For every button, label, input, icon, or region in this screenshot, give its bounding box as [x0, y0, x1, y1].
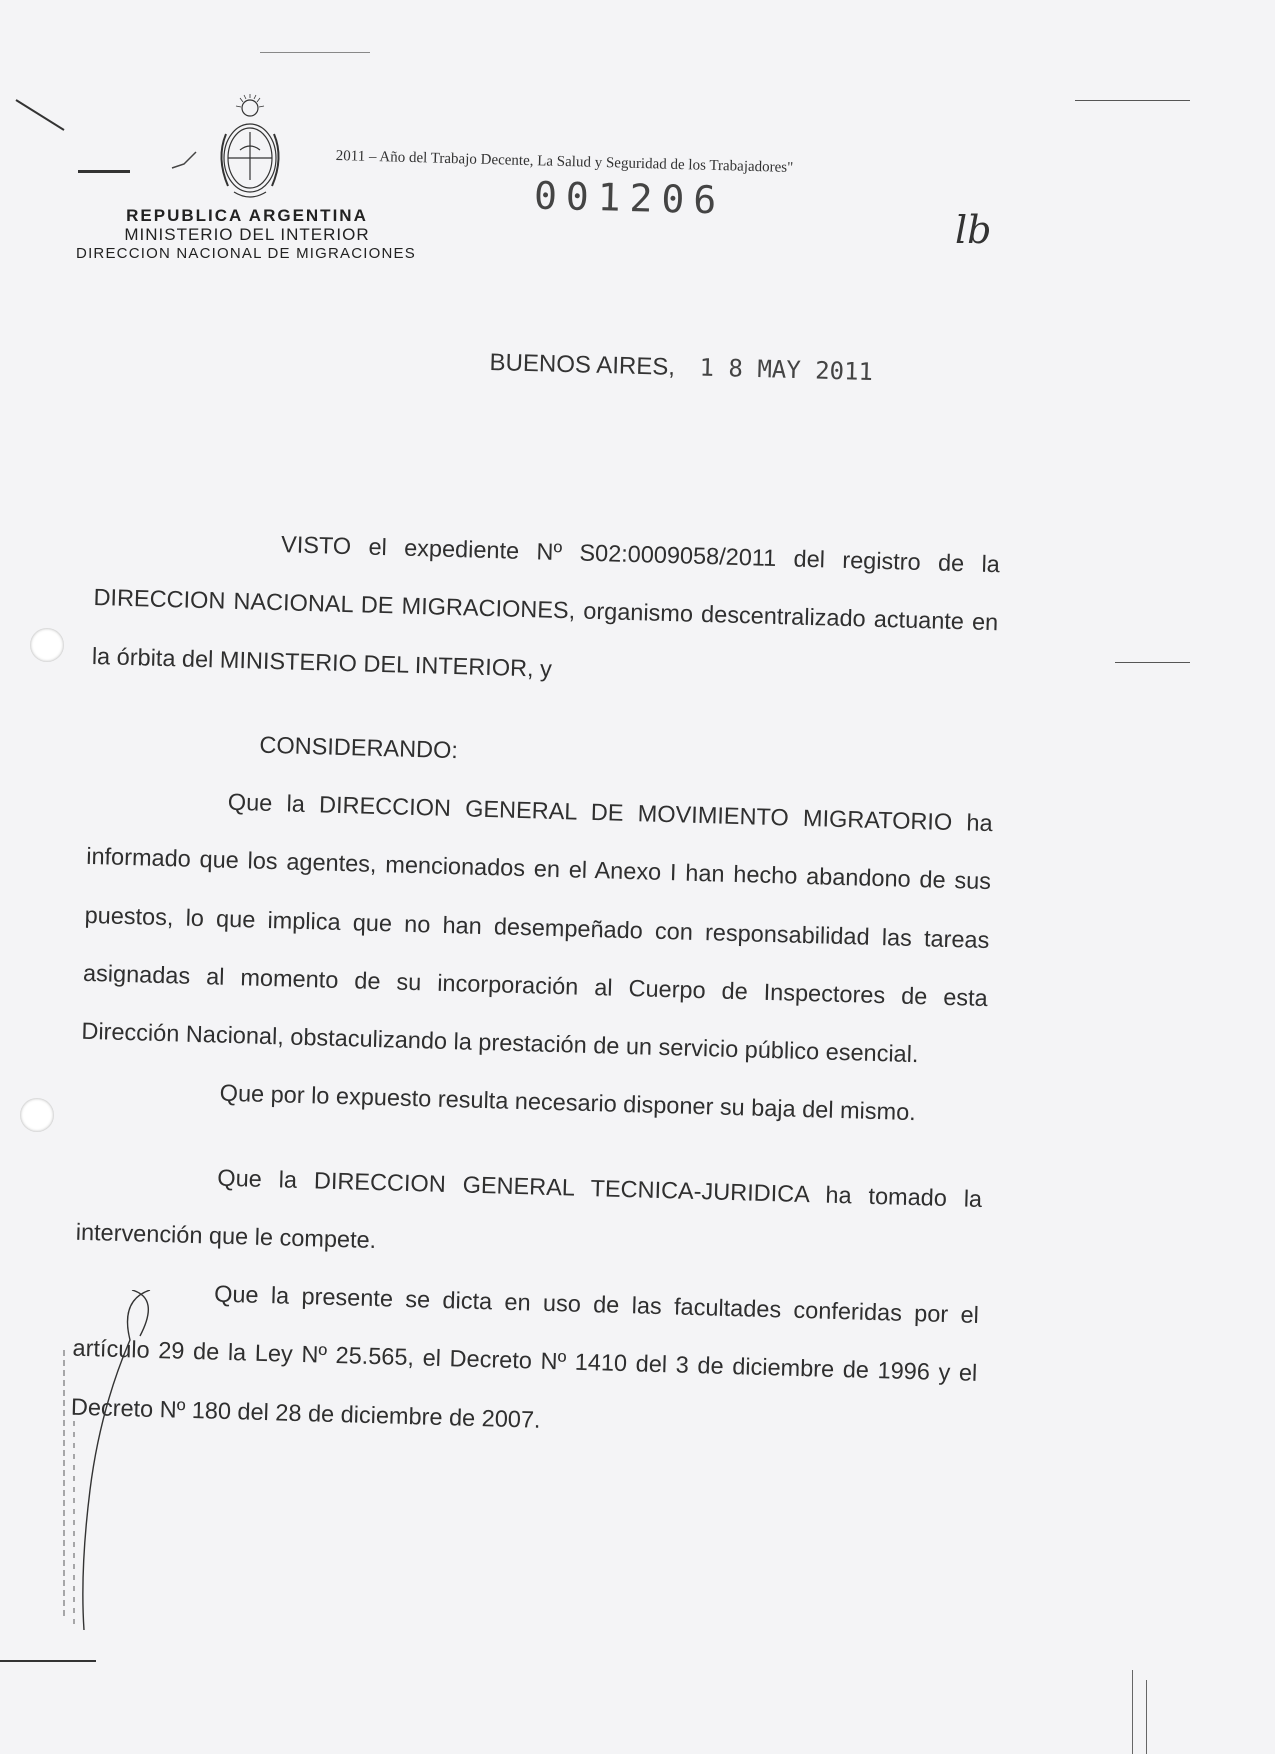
scan-line	[1146, 1680, 1147, 1754]
resolution-number: 001206	[533, 173, 726, 223]
visto-paragraph: VISTO el expediente Nº S02:0009058/2011 del registro de la DIRECCION NACIONAL DE MIGRACIONES, organismo descentralizado actuante en la órbita del MINISTERIO DEL INTERIOR, y	[91, 531, 1001, 682]
scan-line	[1115, 662, 1190, 663]
org-line-country: REPUBLICA ARGENTINA	[126, 206, 368, 225]
date-stamp: 1 8 MAY 2011	[699, 353, 874, 387]
date-line	[489, 348, 873, 387]
scan-line	[1075, 100, 1190, 101]
considerando-paragraph-1: Que la DIRECCION GENERAL DE MOVIMIENTO MIGRATORIO ha informado que los agentes, mencionados en el Anexo I han hecho abandono de sus puestos, lo que implica que no han desempeñado con responsabilidad las tareas asignadas al momento de su incorporación al Cuerpo de Inspectores de esta Dirección Nacional, obstaculizando la prestación de un servicio público esencial.	[81, 788, 993, 1068]
binder-hole	[20, 1098, 54, 1132]
considerando-paragraph-4: Que la presente se dicta en uso de las facultades conferidas por el artículo 29 de la Ley Nº 25.565, el Decreto Nº 1410 del 3 de diciembre de 1996 y el Decreto Nº 180 del 28 de diciembre de 2007.	[70, 1280, 980, 1433]
org-line-ministry: MINISTERIO DEL INTERIOR	[124, 225, 370, 244]
scan-line	[0, 1660, 96, 1662]
scan-line	[1132, 1670, 1133, 1754]
date-place: BUENOS AIRES,	[489, 348, 676, 381]
considerando-paragraph-3: Que la DIRECCION GENERAL TECNICA-JURIDICA ha tomado la intervención que le compete.	[75, 1164, 983, 1254]
considerando-paragraph-2: Que por lo expuesto resulta necesario disponer su baja del mismo.	[219, 1080, 917, 1126]
argentine-coat-of-arms-icon	[212, 94, 288, 204]
pen-mark	[14, 96, 74, 136]
handwritten-signature-mark	[60, 1290, 170, 1630]
considerando-heading: CONSIDERANDO:	[259, 731, 459, 763]
org-line-directorate: DIRECCION NACIONAL DE MIGRACIONES	[76, 245, 416, 262]
binder-hole	[30, 628, 64, 662]
handwritten-initials: lb	[955, 208, 992, 252]
document-body	[70, 510, 1001, 1461]
scan-line	[78, 170, 130, 173]
year-motto: 2011 – Año del Trabajo Decente, La Salud y Seguridad de los Trabajadores"	[335, 148, 794, 176]
pen-mark	[170, 150, 200, 172]
scan-line	[260, 52, 370, 53]
